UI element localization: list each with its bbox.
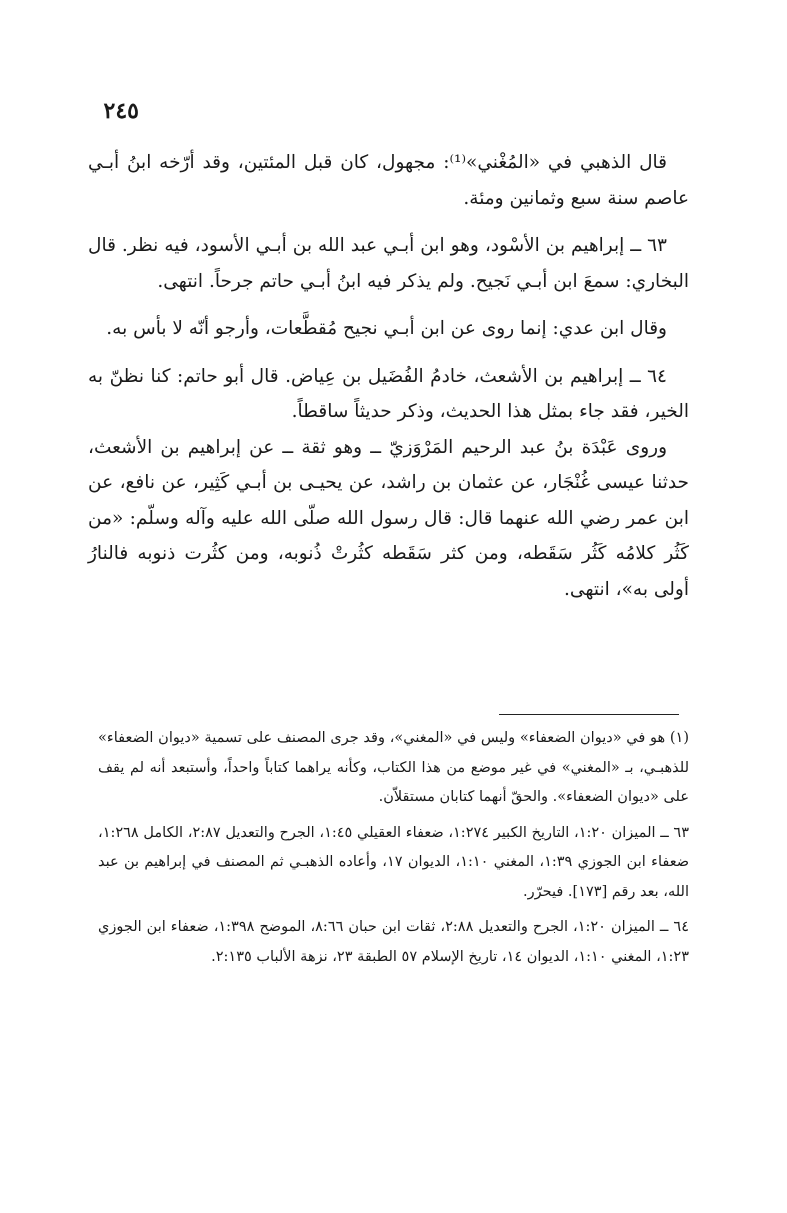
footnotes [98,724,689,978]
page-number: ٢٤٥ [103,98,139,124]
paragraph-1: قال الذهبي في «المُغْني»⁽¹⁾: مجهول، كان قبل المئتين، وقد أرّخه ابنُ أبـي عاصم سنة سبع وثمانين ومئة. [88,152,689,209]
paragraph-ibn-adi: وقال ابن عدي: إنما روى عن ابن أبـي نجيح مُقطَّعات، وأرجو أنّه لا بأس به. [106,318,667,339]
footnote-64: ٦٤ ــ الميزان ١:٢٠، الجرح والتعديل ٢:٨٨، ثقات ابن حبان ٨:٦٦، الموضح ١:٣٩٨، ضعفاء ابن الجوزي ١:٢٣، المغني ١:١٠، الديوان ١٤، تاريخ الإسلام ٥٧ الطبقة ٢٣، نزهة الألباب ٢:١٣٥. [98,919,689,965]
footnote-1: (١) هو في «ديوان الضعفاء» وليس في «المغني»، وقد جرى المصنف على تسمية «ديوان الضعفاء» للذهبـي، بـ «المغني» في غير موضع من هذا الكتاب، وكأنه يراهما كتاباً واحداً، وأستبعد أنه لم يقف على «ديوان الضعفاء». والحقّ أنهما كتابان مستقلاّن. [98,730,689,805]
main-text [88,145,689,619]
entry-64: ٦٤ ــ إبراهيم بن الأشعث، خادمُ الفُضَيل بن عِياض. قال أبو حاتم: كنا نظنّ به الخير، فقد جاء بمثل هذا الحديث، وذكر حديثاً ساقطاً. [88,365,689,422]
footnote-divider [499,714,679,715]
entry-63: ٦٣ ــ إبراهيم بن الأسْود، وهو ابن أبـي عبد الله بن أبـي الأسود، فيه نظر. قال البخاري: سمعَ ابن أبـي نَجيح. ولم يذكر فيه ابنُ أبـي حاتم جرحاً. انتهى. [88,235,689,292]
footnote-63: ٦٣ ــ الميزان ١:٢٠، التاريخ الكبير ١:٢٧٤، ضعفاء العقيلي ١:٤٥، الجرح والتعديل ٢:٨٧، الكامل ١:٢٦٨، ضعفاء ابن الجوزي ١:٣٩، المغني ١:١٠، الديوان ١٧، وأعاده الذهبـي ثم المصنف في إبراهيم بن عبد الله، بعد رقم [١٧٣]. فيحرّر. [98,824,690,900]
paragraph-hadith: وروى عَبْدَة بنُ عبد الرحيم المَرْوَزيّ ــ وهو ثقة ــ عن إبراهيم بن الأشعث، حدثنا عيسى غُنْجَار، عن عثمان بن راشد، عن يحيـى بن أبـي كَثِير، عن نافع، عن ابن عمر رضي الله عنهما قال: قال رسول الله صلّى الله عليه وآله وسلّم: «من كَثُر كلامُه كَثُر سَقَطه، ومن كثر سَقَطه كثُرتْ ذُنوبه، ومن كثُرت ذنوبه فالنارُ أولى به»، انتهى. [88,436,689,600]
